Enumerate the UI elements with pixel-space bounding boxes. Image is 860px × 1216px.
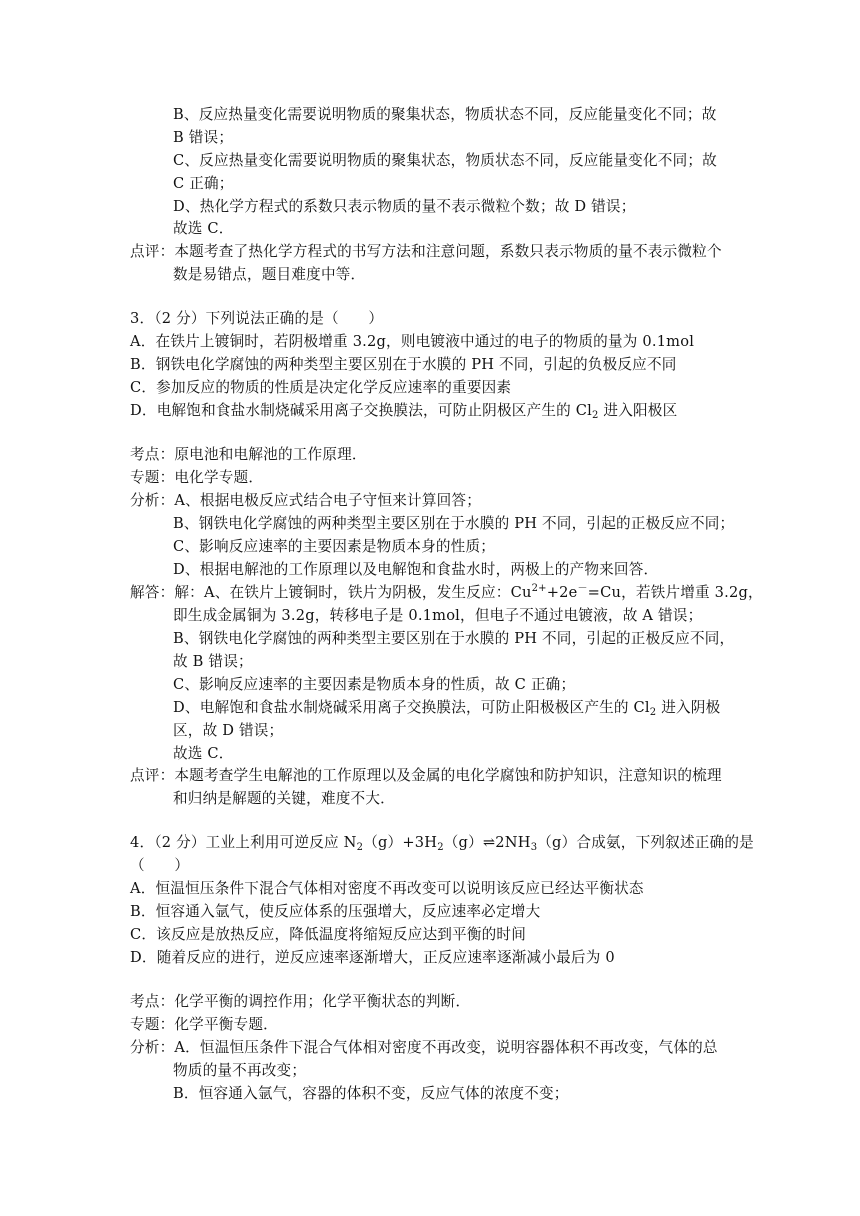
q2-analysis-option-b-line2: B 错误； bbox=[173, 129, 234, 146]
q3-jieda-line1-superscript: 2+ bbox=[531, 583, 547, 594]
q3-option-d-subscript: 2 bbox=[592, 410, 599, 421]
q4-stem-line2: （ ） bbox=[130, 857, 190, 874]
q3-stem: 3．（2 分）下列说法正确的是（ ） bbox=[130, 310, 384, 327]
q4-stem bbox=[130, 836, 754, 851]
q4-stem-subscript-1: 2 bbox=[356, 842, 364, 853]
q4-stem-subscript-2: 2 bbox=[437, 842, 444, 853]
q3-fenxi-line3: C、影响反应速率的主要因素是物质本身的性质； bbox=[173, 538, 496, 555]
q3-option-b: B．钢铁电化学腐蚀的两种类型主要区别在于水膜的 PH 不同，引起的负极反应不同 bbox=[130, 356, 677, 373]
q3-fenxi-line2: B、钢铁电化学腐蚀的两种类型主要区别在于水膜的 PH 不同，引起的正极反应不同； bbox=[173, 515, 735, 532]
q4-stem-text-c: （g）⇌2NH bbox=[443, 834, 531, 851]
q4-option-c: C．该反应是放热反应，降低温度将缩短反应达到平衡的时间 bbox=[130, 926, 527, 943]
q3-jieda-line1-superscript2: － bbox=[577, 583, 588, 594]
q3-jieda-line8: 故选 C． bbox=[173, 745, 234, 762]
q3-dianping-line1: 点评：本题考查学生电解池的工作原理以及金属的电化学腐蚀和防护知识，注意知识的梳理 bbox=[130, 767, 722, 784]
q2-analysis-option-c-line2: C 正确； bbox=[173, 175, 234, 192]
q2-analysis-option-d: D、热化学方程式的系数只表示物质的量不表示微粒个数；故 D 错误； bbox=[173, 198, 636, 215]
q3-option-c: C．参加反应的物质的性质是决定化学反应速率的重要因素 bbox=[130, 379, 512, 396]
q3-jieda-line1 bbox=[130, 583, 763, 601]
q3-option-d bbox=[130, 404, 677, 419]
q3-jieda-line1-text: 解答：解：A、在铁片上镀铜时，铁片为阴极，发生反应：Cu bbox=[130, 584, 532, 601]
q4-option-b: B．恒容通入氩气，使反应体系的压强增大，反应速率必定增大 bbox=[130, 903, 541, 920]
q3-fenxi-line4: D、根据电解池的工作原理以及电解饱和食盐水时，两极上的产物来回答． bbox=[173, 561, 659, 578]
q2-analysis-option-c-line1: C、反应热量变化需要说明物质的聚集状态，物质状态不同，反应能量变化不同；故 bbox=[173, 152, 717, 169]
q3-jieda-line6-subscript: 2 bbox=[649, 707, 657, 718]
q3-jieda-line6-text-end: 进入阴极 bbox=[656, 699, 721, 716]
q3-option-d-text: D．电解饱和食盐水制烧碱采用离子交换膜法，可防止阴极区产生的 Cl bbox=[130, 402, 592, 419]
q4-stem-text-b: （g）+3H bbox=[363, 834, 438, 851]
q4-stem-text-a: 4．（2 分）工业上利用可逆反应 N bbox=[130, 834, 357, 851]
q2-answer-choice: 故选 C． bbox=[173, 220, 234, 237]
q4-kaodian: 考点：化学平衡的调控作用；化学平衡状态的判断． bbox=[130, 993, 471, 1010]
q3-jieda-line6-text: D、电解饱和食盐水制烧碱采用离子交换膜法，可防止阳极极区产生的 Cl bbox=[173, 699, 650, 716]
q3-dianping-line2: 和归纳是解题的关键，难度不大． bbox=[173, 790, 395, 807]
q4-stem-text-d: （g）合成氨，下列叙述正确的是 bbox=[537, 834, 754, 851]
q3-jieda-line6 bbox=[173, 701, 720, 716]
q3-jieda-line1-text-end: =Cu，若铁片增重 3.2g， bbox=[587, 584, 763, 601]
q4-fenxi-line1: 分析：A．恒温恒压条件下混合气体相对密度不再改变，说明容器体积不再改变，气体的总 bbox=[130, 1039, 718, 1056]
q4-fenxi-line3: B．恒容通入氩气，容器的体积不变，反应气体的浓度不变； bbox=[173, 1085, 569, 1102]
q3-fenxi-line1: 分析：A、根据电极反应式结合电子守恒来计算回答； bbox=[130, 492, 481, 509]
q3-jieda-line2: 即生成金属铜为 3.2g，转移电子是 0.1mol，但电子不通过电镀液，故 A 错误； bbox=[173, 607, 703, 624]
q4-stem-subscript-3: 3 bbox=[530, 842, 538, 853]
q2-comment-line2: 数是易错点，题目难度中等． bbox=[173, 266, 366, 283]
q2-comment-line1: 点评：本题考查了热化学方程式的书写方法和注意问题，系数只表示物质的量不表示微粒个 bbox=[130, 243, 722, 260]
q3-jieda-line7: 区，故 D 错误； bbox=[173, 722, 284, 739]
q2-analysis-option-b-line1: B、反应热量变化需要说明物质的聚集状态，物质状态不同，反应能量变化不同；故 bbox=[173, 106, 717, 123]
q3-jieda-line1-text-mid: +2e bbox=[546, 584, 578, 601]
q4-option-d: D．随着反应的进行，逆反应速率逐渐增大，正反应速率逐渐减小最后为 0 bbox=[130, 949, 615, 966]
q3-zhuanti: 专题：电化学专题． bbox=[130, 469, 264, 486]
q4-option-a: A．恒温恒压条件下混合气体相对密度不再改变可以说明该反应已经达平衡状态 bbox=[130, 880, 644, 897]
q3-kaodian: 考点：原电池和电解池的工作原理． bbox=[130, 446, 367, 463]
q4-fenxi-line2: 物质的量不再改变； bbox=[173, 1062, 307, 1079]
q3-jieda-line5: C、影响反应速率的主要因素是物质本身的性质，故 C 正确； bbox=[173, 676, 576, 693]
q3-option-a: A．在铁片上镀铜时，若阴极增重 3.2g，则电镀液中通过的电子的物质的量为 0.1mol bbox=[130, 333, 695, 350]
q4-zhuanti: 专题：化学平衡专题． bbox=[130, 1016, 278, 1033]
q3-option-d-text-end: 进入阳极区 bbox=[598, 402, 678, 419]
q3-jieda-line3: B、钢铁电化学腐蚀的两种类型主要区别在于水膜的 PH 不同，引起的正极反应不同， bbox=[173, 630, 735, 647]
q3-jieda-line4: 故 B 错误； bbox=[173, 653, 253, 670]
